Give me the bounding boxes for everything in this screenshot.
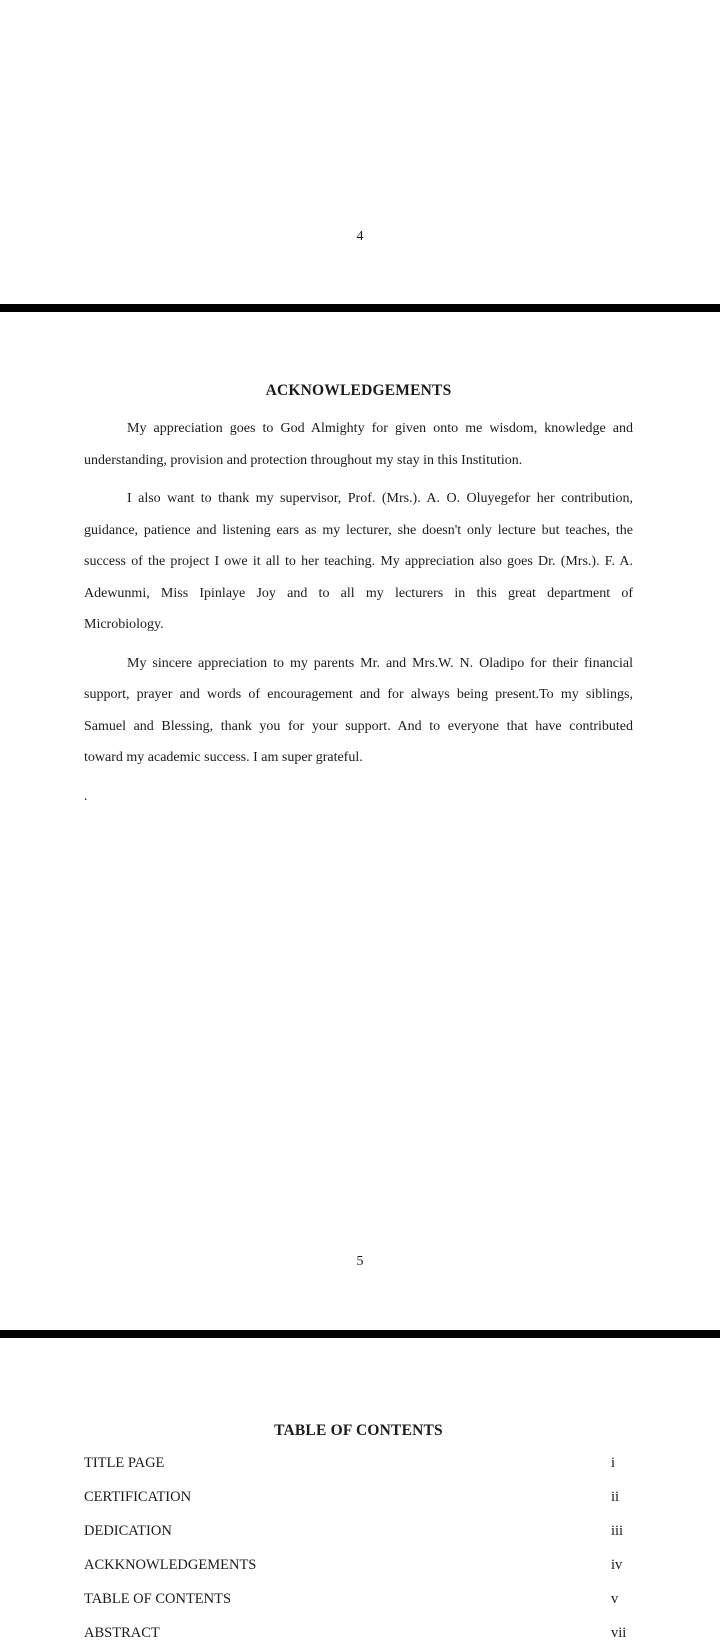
page-number-5: 5 xyxy=(356,1254,364,1269)
toc-row-dedication xyxy=(84,1514,633,1548)
acknowledgements-paragraph-2 xyxy=(84,483,633,641)
paragraph-line: toward my academic success. I am super grateful. xyxy=(84,750,363,765)
toc-row-table-of-contents xyxy=(84,1582,633,1616)
paragraph-line: Adewunmi, Miss Ipinlaye Joy and to all my lecturers in this great department of xyxy=(84,585,633,601)
acknowledgements-paragraph-1 xyxy=(84,413,633,476)
toc-row-abstract xyxy=(84,1616,633,1650)
toc-row-certification xyxy=(84,1480,633,1514)
paragraph-line: support, prayer and words of encouragement and for always being present.To my siblings, xyxy=(84,687,633,702)
paragraph-line: understanding, provision and protection throughout my stay in this Institution. xyxy=(84,452,523,468)
paragraph-line: My appreciation goes to God Almighty for given onto me wisdom, knowledge and xyxy=(127,421,633,436)
page-6-table-of-contents xyxy=(0,1338,720,1640)
toc-entry-page: iv xyxy=(611,1556,623,1573)
page-4-bottom xyxy=(0,0,720,304)
toc-entry-page: iii xyxy=(611,1522,624,1539)
toc-row-acknowledgements xyxy=(84,1548,633,1582)
paragraph-line: My sincere appreciation to my parents Mr. and Mrs.W. N. Oladipo for their financial xyxy=(127,655,633,671)
toc-entry-page: i xyxy=(611,1454,616,1471)
paragraph-line: success of the project I owe it all to her teaching. My appreciation also goes Dr. (Mrs.). F. A. xyxy=(84,554,633,569)
toc-entry-page: v xyxy=(611,1590,619,1607)
page-gap-separator xyxy=(0,304,720,312)
toc-entry-label: DEDICATION xyxy=(84,1522,172,1539)
paragraph-line: Samuel and Blessing, thank you for your support. And to everyone that have contributed xyxy=(84,718,633,734)
toc-entry-label: TITLE PAGE xyxy=(84,1454,165,1471)
page-gap-separator xyxy=(0,1330,720,1338)
toc-entry-page: ii xyxy=(611,1488,620,1505)
stray-period: . xyxy=(84,788,88,804)
page-5-content xyxy=(84,312,633,812)
page-5-acknowledgements xyxy=(0,312,720,1330)
acknowledgements-paragraph-3 xyxy=(84,648,633,774)
paragraph-line: guidance, patience and listening ears as my lecturer, she doesn't only lecture but teaches, the xyxy=(84,522,633,538)
toc-entry-label: CERTIFICATION xyxy=(84,1488,192,1505)
toc-entry-label: ACKKNOWLEDGEMENTS xyxy=(84,1556,257,1573)
page-number-4: 4 xyxy=(356,229,364,244)
toc-entry-label: TABLE OF CONTENTS xyxy=(84,1590,232,1607)
toc-entry-page: vii xyxy=(611,1624,627,1641)
toc-row-title-page xyxy=(84,1446,633,1480)
acknowledgements-heading: ACKNOWLEDGEMENTS xyxy=(265,382,452,399)
table-of-contents-heading: TABLE OF CONTENTS xyxy=(274,1422,443,1439)
paragraph-line: I also want to thank my supervisor, Prof. (Mrs.). A. O. Oluyegefor her contribution, xyxy=(127,491,633,506)
page-6-content xyxy=(84,1338,633,1650)
paragraph-line: Microbiology. xyxy=(84,617,164,632)
toc-entry-label: ABSTRACT xyxy=(84,1624,160,1641)
